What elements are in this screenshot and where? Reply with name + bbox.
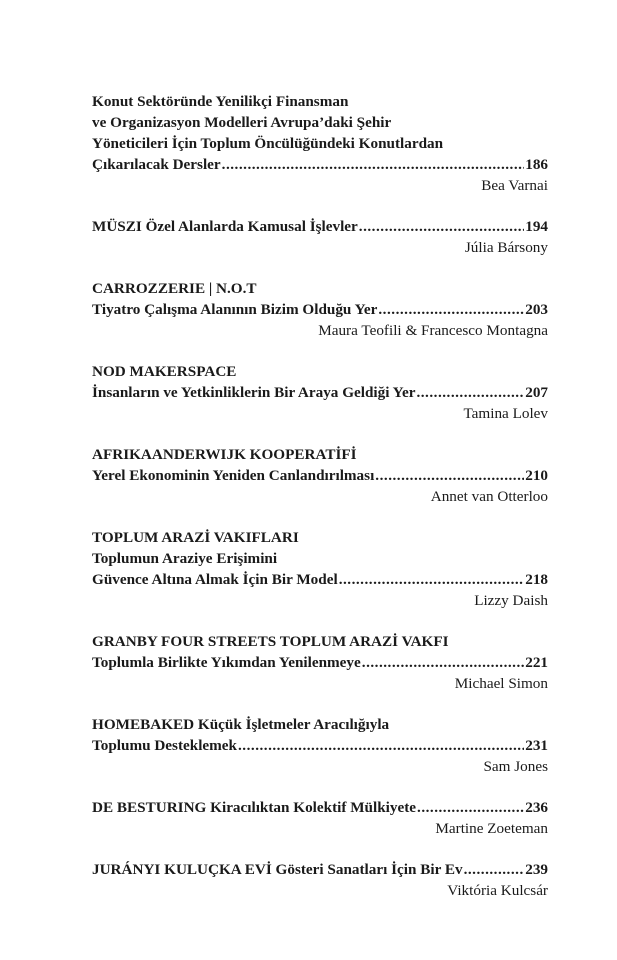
toc-entry — [92, 714, 548, 777]
dot-leader — [378, 299, 524, 320]
entry-title-last-line — [92, 859, 548, 880]
entry-title-text: Güvence Altına Almak İçin Bir Model — [92, 571, 338, 588]
dot-leader — [416, 382, 524, 403]
entry-title-text: Tiyatro Çalışma Alanının Bizim Olduğu Yer — [92, 301, 378, 318]
entry-author: Bea Varnai — [481, 177, 548, 194]
toc-entry — [92, 216, 548, 258]
entry-title-line: Toplumun Araziye Erişimini — [92, 550, 278, 567]
entry-title-last-line — [92, 382, 548, 403]
entry-title-line: TOPLUM ARAZİ VAKIFLARI — [92, 529, 299, 546]
toc-entry — [92, 361, 548, 424]
entry-author: Lizzy Daish — [474, 592, 548, 609]
entry-title-last-line — [92, 569, 548, 590]
page-number: 186 — [525, 156, 548, 173]
toc-entry — [92, 631, 548, 694]
entry-title-line: ve Organizasyon Modelleri Avrupa’daki Şehir — [92, 114, 392, 131]
entry-author: Sam Jones — [483, 758, 548, 775]
toc-entry — [92, 527, 548, 611]
entry-title-line: NOD MAKERSPACE — [92, 363, 237, 380]
entry-title-text: Toplumu Desteklemek — [92, 737, 237, 754]
toc-entry — [92, 278, 548, 341]
entry-title-last-line — [92, 154, 548, 175]
page-number: 236 — [525, 799, 548, 816]
entry-author: Viktória Kulcsár — [447, 882, 548, 899]
table-of-contents — [92, 91, 548, 901]
entry-title-last-line — [92, 216, 548, 237]
entry-author: Michael Simon — [454, 675, 548, 692]
entry-author: Annet van Otterloo — [430, 488, 548, 505]
page-number: 207 — [525, 384, 548, 401]
entry-title-text: Yerel Ekonominin Yeniden Canlandırılması — [92, 467, 375, 484]
page-number: 239 — [525, 861, 548, 878]
entry-title-text: JURÁNYI KULUÇKA EVİ Gösteri Sanatları İçin Bir Ev — [92, 861, 463, 878]
toc-entry — [92, 859, 548, 901]
dot-leader — [417, 797, 524, 818]
dot-leader — [238, 735, 524, 756]
entry-title-line: CARROZZERIE | N.O.T — [92, 280, 257, 297]
entry-title-line: AFRIKAANDERWIJK KOOPERATİFİ — [92, 446, 357, 463]
toc-entry — [92, 797, 548, 839]
dot-leader — [464, 859, 525, 880]
entry-title-text: Toplumla Birlikte Yıkımdan Yenilenmeye — [92, 654, 361, 671]
page-number: 194 — [525, 218, 548, 235]
entry-author: Maura Teofili & Francesco Montagna — [318, 322, 548, 339]
entry-title-last-line — [92, 735, 548, 756]
page-number: 203 — [525, 301, 548, 318]
page-number: 231 — [525, 737, 548, 754]
page-number: 218 — [525, 571, 548, 588]
dot-leader — [362, 652, 524, 673]
entry-title-last-line — [92, 299, 548, 320]
dot-leader — [375, 465, 524, 486]
entry-title-text: DE BESTURING Kiracılıktan Kolektif Mülkiyete — [92, 799, 417, 816]
entry-title-text: MÜSZI Özel Alanlarda Kamusal İşlevler — [92, 218, 358, 235]
toc-entry — [92, 91, 548, 196]
entry-title-line: Konut Sektöründe Yenilikçi Finansman — [92, 93, 349, 110]
entry-title-line: Yöneticileri İçin Toplum Öncülüğündeki Konutlardan — [92, 135, 444, 152]
entry-title-line: HOMEBAKED Küçük İşletmeler Aracılığıyla — [92, 716, 390, 733]
entry-title-text: Çıkarılacak Dersler — [92, 156, 221, 173]
dot-leader — [222, 154, 525, 175]
entry-title-last-line — [92, 465, 548, 486]
entry-title-last-line — [92, 797, 548, 818]
dot-leader — [359, 216, 524, 237]
entry-title-line: GRANBY FOUR STREETS TOPLUM ARAZİ VAKFI — [92, 633, 449, 650]
entry-author: Júlia Bársony — [464, 239, 548, 256]
entry-author: Martine Zoeteman — [435, 820, 548, 837]
entry-author: Tamina Lolev — [463, 405, 548, 422]
entry-title-last-line — [92, 652, 548, 673]
page-number: 221 — [525, 654, 548, 671]
entry-title-text: İnsanların ve Yetkinliklerin Bir Araya Geldiği Yer — [92, 384, 416, 401]
toc-entry — [92, 444, 548, 507]
page-number: 210 — [525, 467, 548, 484]
dot-leader — [339, 569, 525, 590]
